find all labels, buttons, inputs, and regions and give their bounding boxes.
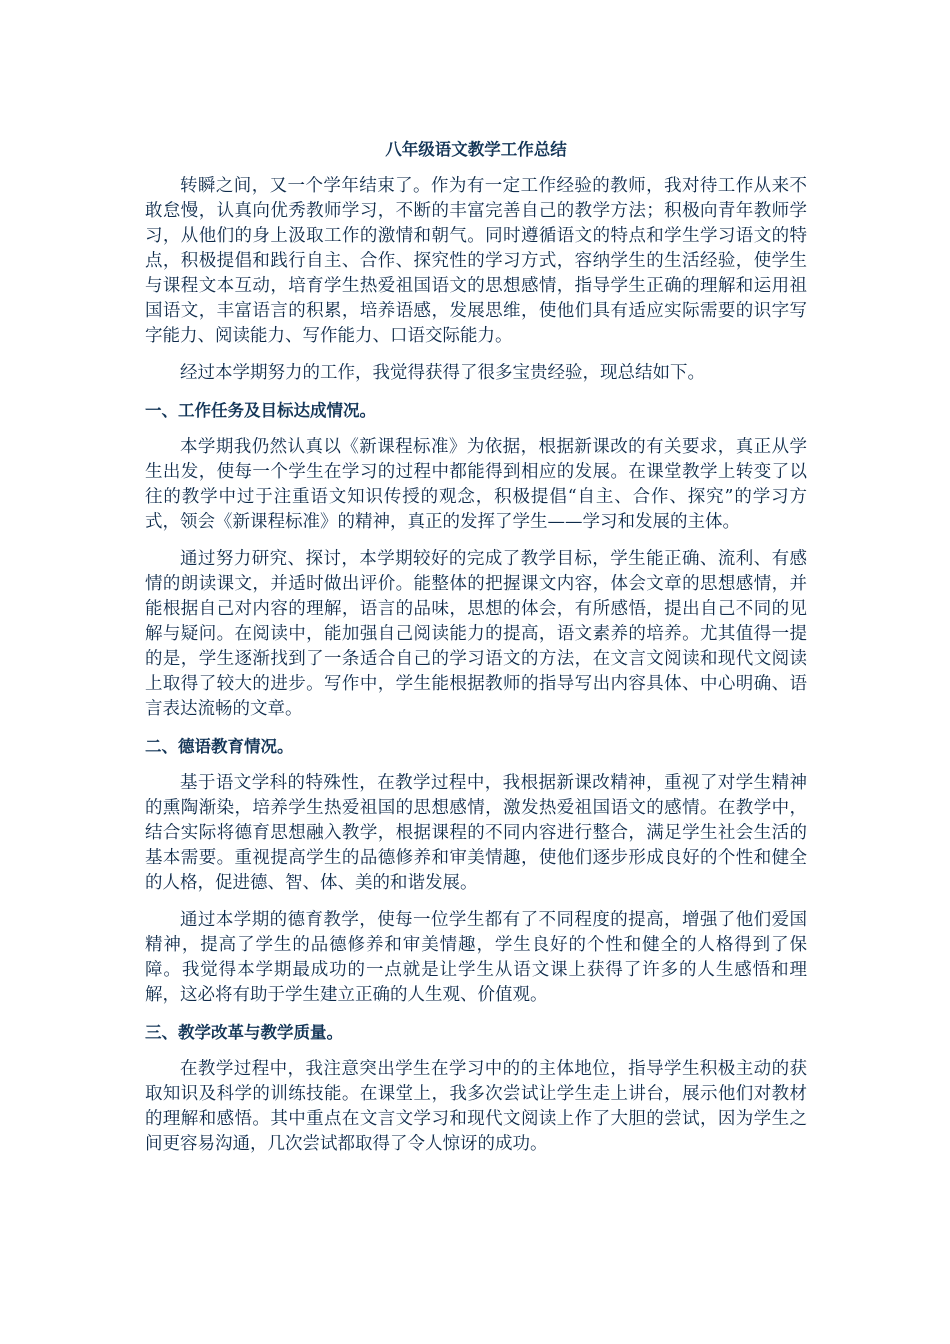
- section-1-heading: 一、工作任务及目标达成情况。: [145, 401, 376, 420]
- section-1-paragraph-1: 本学期我仍然认真以《新课程标准》为依据，根据新课改的有关要求，真正从学生出发，使每一个学生在学习的过程中都能得到相应的发展。在课堂教学上转变了以往的教学中过于注重语文知识传授的观念，积极提倡“自主、合作、探究”的学习方式，领会《新课程标准》的精神，真正的发挥了学生——学习和发展的主体。: [145, 437, 807, 532]
- document-title: 八年级语文教学工作总结: [385, 140, 567, 159]
- intro-paragraph-2: 经过本学期努力的工作，我觉得获得了很多宝贵经验，现总结如下。: [180, 363, 705, 383]
- document-page: [145, 138, 807, 1169]
- section-2-paragraph-2: 通过本学期的德育教学，使每一位学生都有了不同程度的提高，增强了他们爱国精神，提高了学生的品德修养和审美情趣，学生良好的个性和健全的人格得到了保障。我觉得本学期最成功的一点就是让学生从语文课上获得了许多的人生感悟和理解，这必将有助于学生建立正确的人生观、价值观。: [145, 910, 807, 1005]
- section-3-heading: 三、教学改革与教学质量。: [145, 1023, 343, 1042]
- intro-paragraph-1: 转瞬之间，又一个学年结束了。作为有一定工作经验的教师，我对待工作从来不敢怠慢，认真向优秀教师学习，不断的丰富完善自己的教学方法；积极向青年教师学习，从他们的身上汲取工作的激情和朝气。同时遵循语文的特点和学生学习语文的特点，积极提倡和践行自主、合作、探究性的学习方式，容纳学生的生活经验，使学生与课程文本互动，培育学生热爱祖国语文的思想感情，指导学生正确的理解和运用祖国语文，丰富语言的积累，培养语感，发展思维，使他们具有适应实际需要的识字写字能力、阅读能力、写作能力、口语交际能力。: [145, 176, 807, 346]
- section-1-paragraph-2: 通过努力研究、探讨，本学期较好的完成了教学目标，学生能正确、流利、有感情的朗读课文，并适时做出评价。能整体的把握课文内容，体会文章的思想感情，并能根据自己对内容的理解，语言的品味，思想的体会，有所感悟，提出自己不同的见解与疑问。在阅读中，能加强自己阅读能力的提高，语文素养的培养。尤其值得一提的是，学生逐渐找到了一条适合自己的学习语文的方法，在文言文阅读和现代文阅读上取得了较大的进步。写作中，学生能根据教师的指导写出内容具体、中心明确、语言表达流畅的文章。: [145, 549, 807, 719]
- section-2-paragraph-1: 基于语文学科的特殊性，在教学过程中，我根据新课改精神，重视了对学生精神的熏陶渐染，培养学生热爱祖国的思想感情，激发热爱祖国语文的感情。在教学中，结合实际将德育思想融入教学，根据课程的不同内容进行整合，满足学生社会生活的基本需要。重视提高学生的品德修养和审美情趣，使他们逐步形成良好的个性和健全的人格，促进德、智、体、美的和谐发展。: [145, 773, 807, 893]
- section-3-paragraph-1: 在教学过程中，我注意突出学生在学习中的的主体地位，指导学生积极主动的获取知识及科学的训练技能。在课堂上，我多次尝试让学生走上讲台，展示他们对教材的理解和感悟。其中重点在文言文学习和现代文阅读上作了大胆的尝试，因为学生之间更容易沟通，几次尝试都取得了令人惊讶的成功。: [145, 1059, 807, 1154]
- section-2-heading: 二、德语教育情况。: [145, 737, 294, 756]
